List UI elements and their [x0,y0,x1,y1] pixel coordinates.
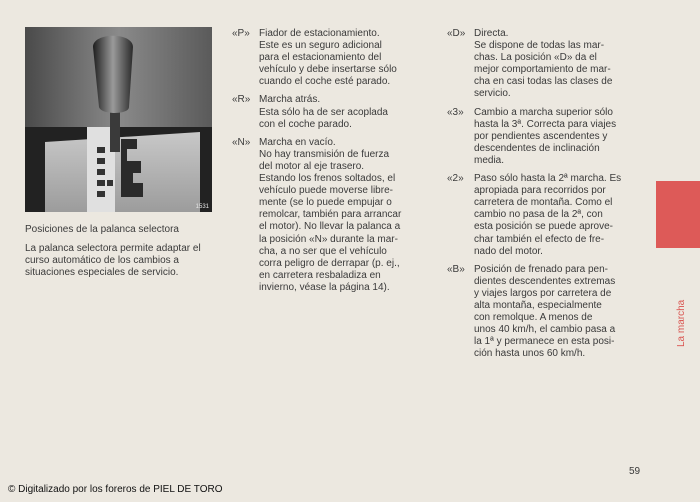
section-side-label: La marcha [676,299,687,347]
gear-lever-illustration [25,27,212,212]
right-text-column [447,28,647,366]
gear-key: «B» [447,263,465,275]
gear-entry-d [447,28,647,101]
gear-description: Directa. Se dispone de todas las mar- chas. La posición «D» da el mejor comportamiento de mar- cha en casi todas las clases de servicio. [474,28,613,100]
gear-key: «N» [232,136,251,148]
gear-description: Marcha atrás. Esta sólo ha de ser acoplada con el coche parado. [259,94,388,130]
gear-description: Paso sólo hasta la 2ª marcha. Es apropiada para recorridos por carretera de montaña. Como el cambio no pasa de la 2ª, con esta posición se puede aprove- char también el efecto de fre- nado del motor. [474,173,622,257]
gear-entry-3 [447,107,647,167]
gear-key: «P» [232,28,250,39]
gear-description: Cambio a marcha superior sólo hasta la 3ª. Correcta para viajes por pendientes ascendentes y descendentes de inclinación media. [474,106,617,166]
photo-caption: Posiciones de la palanca selectora [25,224,179,235]
left-text-column [232,28,432,300]
photo-reference-number: 1531 [195,204,209,210]
gear-entry-2 [447,173,647,258]
gear-description: Marcha en vacío. No hay transmisión de fuerza del motor al eje trasero. Estando los frenos soltados, el vehículo puede moverse libre- mente (se lo puede empujar o remolcar, también para arrancar el motor). No llevar la palanca a la posición «N» durante la mar- cha, a no ser que el vehículo corra peligro de derrapar (p. ej., en carretera resbaladiza en invierno, véase la página 14). [259,136,402,293]
gear-entry-n [232,137,432,294]
gear-key: «R» [232,94,251,106]
gear-entry-r [232,94,432,130]
gear-key: «2» [447,173,464,185]
gear-entry-b [447,264,647,361]
gear-key: «D» [447,28,466,39]
gear-entry-p [232,28,432,88]
intro-paragraph: La palanca selectora permite adaptar el curso automático de los cambios a situaciones especiales de servicio. [25,243,201,278]
gear-description: Posición de frenado para pen- dientes descendentes extremas y viajes largos por carretera de alta montaña, especialmente con remolque. A menos de unos 40 km/h, el cambio pasa a la 1ª y permanece en esta posi- ción hasta unos 60 km/h. [474,263,616,360]
gear-description: Fiador de estacionamiento. Este es un seguro adicional para el estacionamiento del vehículo y debe insertarse sólo cuando el coche esté parado. [259,28,397,88]
footer-credit: © Digitalizado por los foreros de PIEL DE TORO [8,484,223,495]
page-number: 59 [629,466,641,477]
gear-lever-photo [25,27,212,212]
gear-key: «3» [447,106,464,118]
section-tab [656,181,700,248]
